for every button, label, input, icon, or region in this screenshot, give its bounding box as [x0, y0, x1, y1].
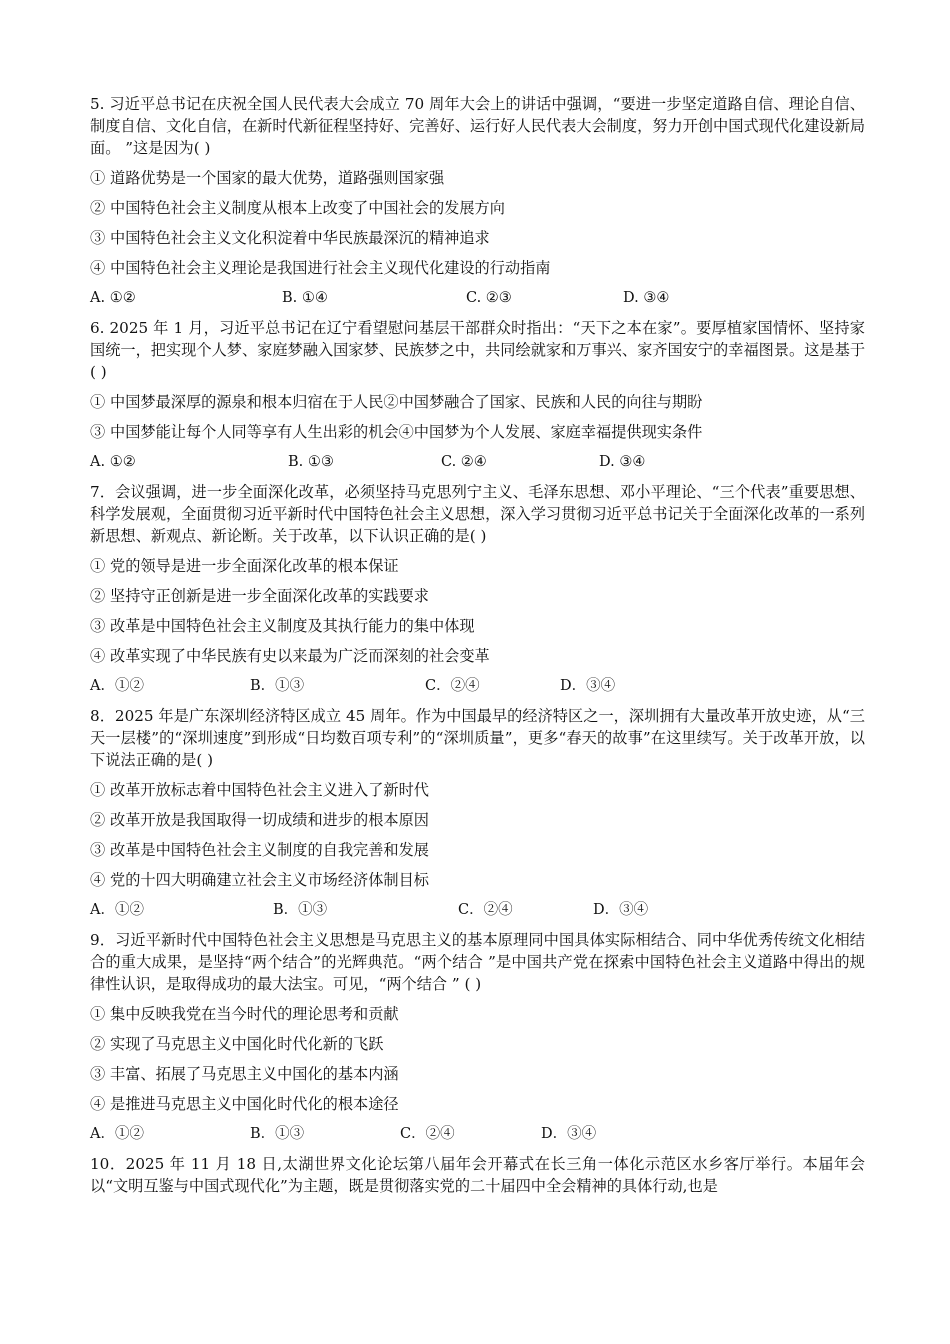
- question-stem: 9．习近平新时代中国特色社会主义思想是马克思主义的基本原理同中国具体实际相结合、同中华优秀传统文化相结合的重大成果，是坚持“两个结合”的光辉典范。“两个结合 ”是中国共产党在探索中国特色社会主义道路中得出的规律性认识，是取得成功的最大法宝。可见，“两个结合 ” ( ): [90, 931, 865, 993]
- choice-a: A．①②: [90, 678, 144, 694]
- statement-option: ③ 中国梦能让每个人同等享有人生出彩的机会④中国梦为个人发展、家庭幸福提供现实条件: [90, 423, 703, 441]
- statement-option: ① 道路优势是一个国家的最大优势，道路强则国家强: [90, 169, 445, 187]
- statement-option: ④ 是推进马克思主义中国化时代化的根本途径: [90, 1095, 399, 1113]
- question-10: [90, 1153, 865, 1197]
- choice-d: D．③④: [541, 1126, 597, 1142]
- choice-b: B. ①④: [282, 290, 328, 306]
- question-stem: 7．会议强调，进一步全面深化改革，必须坚持马克思列宁主义、毛泽东思想、邓小平理论、“三个代表”重要思想、科学发展观，全面贯彻习近平新时代中国特色社会主义思想，深入学习贯彻习近平总书记关于全面深化改革的一系列新思想、新观点、新论断。关于改革，以下认识正确的是( ): [90, 483, 865, 545]
- statement-option: ② 中国特色社会主义制度从根本上改变了中国社会的发展方向: [90, 199, 505, 217]
- statement-option: ① 党的领导是进一步全面深化改革的根本保证: [90, 557, 399, 575]
- choice-b: B．①③: [250, 1126, 305, 1142]
- statement-option: ③ 改革是中国特色社会主义制度的自我完善和发展: [90, 841, 429, 859]
- choice-b: B．①③: [273, 902, 328, 918]
- question-6: [90, 317, 865, 473]
- statement-option: ④ 中国特色社会主义理论是我国进行社会主义现代化建设的行动指南: [90, 259, 551, 277]
- choice-c: C．②④: [425, 678, 480, 694]
- statement-option: ④ 党的十四大明确建立社会主义市场经济体制目标: [90, 871, 429, 889]
- choice-c: C. ②④: [441, 454, 487, 470]
- choice-d: D. ③④: [599, 454, 646, 470]
- statement-option: ① 集中反映我党在当今时代的理论思考和贡献: [90, 1005, 399, 1023]
- choice-c: C．②④: [458, 902, 513, 918]
- statement-option: ② 实现了马克思主义中国化时代化新的飞跃: [90, 1035, 384, 1053]
- choice-b: B. ①③: [288, 454, 334, 470]
- choice-a: A. ①②: [90, 290, 136, 306]
- choice-d: D．③④: [593, 902, 649, 918]
- question-stem: 10．2025 年 11 月 18 日,太湖世界文化论坛第八届年会开幕式在长三角一体化示范区水乡客厅举行。本届年会以“文明互鉴与中国式现代化”为主题，既是贯彻落实党的二十届四中全会精神的具体行动,也是: [90, 1155, 865, 1195]
- question-stem: 8．2025 年是广东深圳经济特区成立 45 周年。作为中国最早的经济特区之一，深圳拥有大量改革开放史迹，从“三天一层楼”的“深圳速度”到形成“日均数百项专利”的“深圳质量”，更多“春天的故事”在这里续写。关于改革开放，以下说法正确的是( ): [90, 707, 865, 769]
- choice-b: B．①③: [250, 678, 305, 694]
- answer-choices: [90, 287, 865, 309]
- question-9: [90, 929, 865, 1145]
- question-7: [90, 481, 865, 697]
- answer-choices: [90, 1123, 865, 1145]
- answer-choices: [90, 899, 865, 921]
- statement-option: ③ 中国特色社会主义文化积淀着中华民族最深沉的精神追求: [90, 229, 490, 247]
- statement-option: ② 改革开放是我国取得一切成绩和进步的根本原因: [90, 811, 429, 829]
- statement-option: ③ 改革是中国特色社会主义制度及其执行能力的集中体现: [90, 617, 475, 635]
- statement-option: ② 坚持守正创新是进一步全面深化改革的实践要求: [90, 587, 429, 605]
- statement-option: ① 改革开放标志着中国特色社会主义进入了新时代: [90, 781, 429, 799]
- choice-c: C．②④: [400, 1126, 455, 1142]
- question-8: [90, 705, 865, 921]
- choice-d: D. ③④: [623, 290, 670, 306]
- choice-a: A．①②: [90, 902, 144, 918]
- exam-page: [90, 93, 865, 1205]
- choice-d: D．③④: [560, 678, 616, 694]
- statement-option: ④ 改革实现了中华民族有史以来最为广泛而深刻的社会变革: [90, 647, 490, 665]
- choice-c: C. ②③: [466, 290, 512, 306]
- choice-a: A. ①②: [90, 454, 136, 470]
- question-stem: 6. 2025 年 1 月，习近平总书记在辽宁看望慰问基层干部群众时指出：“天下之本在家”。要厚植家国情怀、坚持家国统一，把实现个人梦、家庭梦融入国家梦、民族梦之中，共同绘就家和万事兴、家齐国安宁的幸福图景。这是基于( ): [90, 319, 865, 381]
- question-stem: 5. 习近平总书记在庆祝全国人民代表大会成立 70 周年大会上的讲话中强调，“要进一步坚定道路自信、理论自信、制度自信、文化自信，在新时代新征程坚持好、完善好、运行好人民代表大会制度，努力开创中国式现代化建设新局面。 ”这是因为( ): [90, 95, 865, 157]
- choice-a: A．①②: [90, 1126, 144, 1142]
- answer-choices: [90, 675, 865, 697]
- statement-option: ③ 丰富、拓展了马克思主义中国化的基本内涵: [90, 1065, 399, 1083]
- answer-choices: [90, 451, 865, 473]
- question-5: [90, 93, 865, 309]
- statement-option: ① 中国梦最深厚的源泉和根本归宿在于人民②中国梦融合了国家、民族和人民的向往与期盼: [90, 393, 703, 411]
